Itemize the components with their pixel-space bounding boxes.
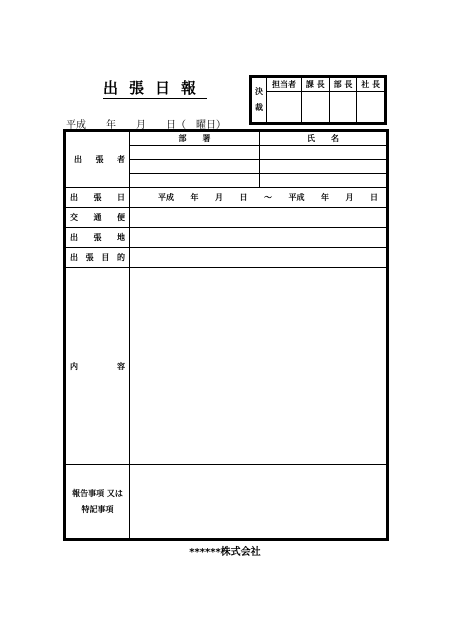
destination-label: 出 張 地 (66, 228, 130, 248)
stamp-cell-tanto[interactable] (267, 92, 302, 123)
approval-stamp-box (249, 75, 387, 125)
content-field[interactable] (130, 268, 387, 465)
name-header: 氏 名 (260, 132, 387, 146)
purpose-field[interactable] (130, 248, 387, 268)
traveler-label: 出 張 者 (66, 132, 130, 188)
transport-label: 交 通 便 (66, 208, 130, 228)
stamp-cell-kacho[interactable] (301, 92, 329, 123)
transport-field[interactable] (130, 208, 387, 228)
notes-field[interactable] (130, 465, 387, 539)
approval-role-bucho: 部 長 (329, 78, 357, 92)
approval-role-tanto: 担当者 (267, 78, 302, 92)
approval-label: 決 裁 (252, 78, 267, 123)
trip-date-field[interactable]: 平成 年 月 日 〜 平成 年 月 日 (130, 188, 387, 208)
stamp-cell-bucho[interactable] (329, 92, 357, 123)
dept-field[interactable] (130, 160, 260, 174)
trip-date-label: 出 張 日 (66, 188, 130, 208)
dept-field[interactable] (130, 174, 260, 188)
dept-header: 部 署 (130, 132, 260, 146)
company-name: ******株式会社 (189, 547, 261, 558)
report-form (63, 129, 389, 541)
date-range-tilde: 〜 (264, 193, 272, 202)
name-field[interactable] (260, 160, 387, 174)
destination-field[interactable] (130, 228, 387, 248)
content-label: 内 容 (66, 268, 130, 465)
dept-field[interactable] (130, 146, 260, 160)
name-field[interactable] (260, 174, 387, 188)
approval-role-shacho: 社 長 (357, 78, 385, 92)
stamp-cell-shacho[interactable] (357, 92, 385, 123)
report-date-line: 平成 年 月 日（ 曜日） (66, 120, 226, 131)
approval-role-kacho: 課 長 (301, 78, 329, 92)
name-field[interactable] (260, 146, 387, 160)
notes-label: 報告事項 又は 特記事項 (66, 465, 130, 539)
purpose-label: 出 張 目 的 (66, 248, 130, 268)
report-title: 出張日報 (103, 79, 208, 97)
